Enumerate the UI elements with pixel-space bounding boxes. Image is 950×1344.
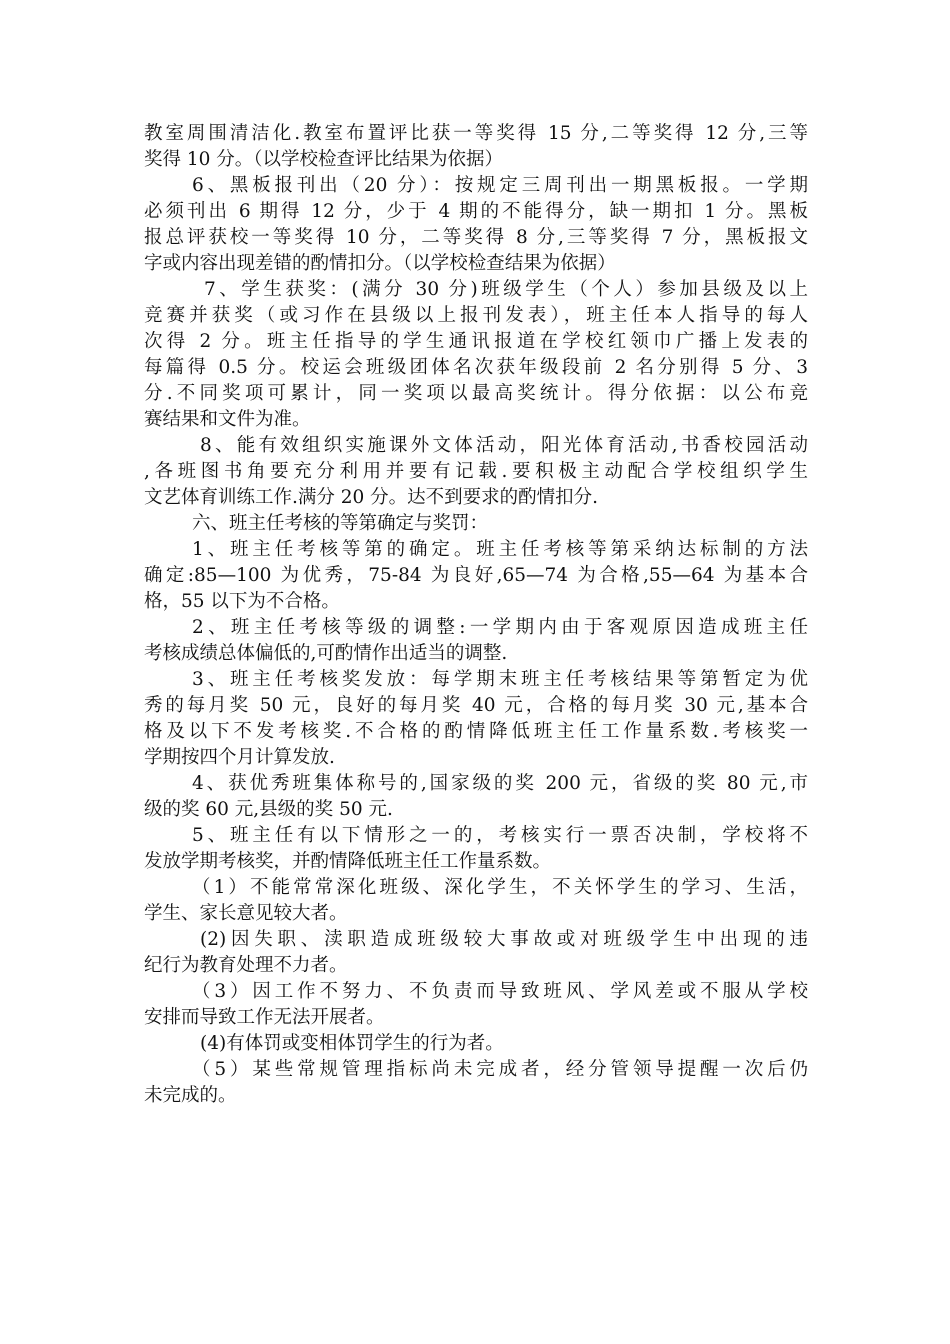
document-body — [144, 121, 808, 1109]
text-line: 赛结果和文件为准。 — [144, 409, 311, 430]
text-line: 字或内容出现差错的酌情扣分。（以学校检查结果为依据） — [144, 253, 616, 274]
text-line: 确定:85—100 为优秀，75-84 为良好,65—74 为合格,55—64 为基本合 — [144, 565, 808, 586]
text-line: 5、班主任有以下情形之一的，考核实行一票否决制，学校将不 — [192, 825, 808, 846]
text-line: 发放学期考核奖，并酌情降低班主任工作量系数。 — [144, 851, 552, 872]
text-line: 安排而导致工作无法开展者。 — [144, 1007, 385, 1028]
text-line: 学期按四个月计算发放. — [144, 747, 335, 768]
text-line: 报总评获校一等奖得 10 分，二等奖得 8 分,三等奖得 7 分，黑板报文 — [144, 227, 808, 248]
list-item: (2)因失职、渎职造成班级较大事故或对班级学生中出现的违 — [200, 929, 808, 950]
text-line: 学生、家长意见较大者。 — [144, 903, 348, 924]
text-line: 未完成的。 — [144, 1085, 237, 1106]
text-line: 奖得 10 分。（以学校检查评比结果为依据） — [144, 149, 504, 170]
text-line: 级的奖 60 元,县级的奖 50 元. — [144, 799, 393, 820]
text-line: 格，55 以下为不合格。 — [144, 591, 340, 612]
text-line: 文艺体育训练工作.满分 20 分。达不到要求的酌情扣分. — [144, 487, 599, 508]
text-line: 次得 2 分。班主任指导的学生通讯报道在学校红领巾广播上发表的 — [144, 331, 808, 352]
text-line: 2、班主任考核等级的调整:一学期内由于客观原因造成班主任 — [192, 617, 808, 638]
text-line: 1、班主任考核等第的确定。班主任考核等第采纳达标制的方法 — [192, 539, 808, 560]
list-item: （3）因工作不努力、不负责而导致班风、学风差或不服从学校 — [192, 981, 808, 1002]
text-line: ,各班图书角要充分利用并要有记载.要积极主动配合学校组织学生 — [144, 461, 808, 482]
text-line: 4、获优秀班集体称号的,国家级的奖 200 元，省级的奖 80 元,市 — [192, 773, 808, 794]
text-line: 7、学生获奖：(满分 30 分)班级学生（个人）参加县级及以上 — [204, 279, 808, 300]
list-item: （1）不能常常深化班级、深化学生，不关怀学生的学习、生活， — [192, 877, 808, 898]
text-line: 秀的每月奖 50 元，良好的每月奖 40 元，合格的每月奖 30 元,基本合 — [144, 695, 808, 716]
text-line: 纪行为教育处理不力者。 — [144, 955, 348, 976]
text-line: 分.不同奖项可累计，同一奖项以最高奖统计。得分依据：以公布竞 — [144, 383, 808, 404]
text-line: 教室周围清洁化.教室布置评比获一等奖得 15 分,二等奖得 12 分,三等 — [144, 123, 808, 144]
text-line: 8、能有效组织实施课外文体活动，阳光体育活动,书香校园活动 — [200, 435, 808, 456]
list-item: （5）某些常规管理指标尚未完成者，经分管领导提醒一次后仍 — [192, 1059, 808, 1080]
text-line: 3、班主任考核奖发放：每学期末班主任考核结果等第暂定为优 — [192, 669, 808, 690]
text-line: 每篇得 0.5 分。校运会班级团体名次获年级段前 2 名分别得 5 分、3 — [144, 357, 808, 378]
section-heading: 六、班主任考核的等第确定与奖罚： — [192, 513, 489, 534]
text-line: 竞赛并获奖（或习作在县级以上报刊发表），班主任本人指导的每人 — [144, 305, 808, 326]
text-line: 6、黑板报刊出（20 分）：按规定三周刊出一期黑板报。一学期 — [192, 175, 808, 196]
list-item: (4)有体罚或变相体罚学生的行为者。 — [200, 1033, 504, 1054]
text-line: 格及以下不发考核奖.不合格的酌情降低班主任工作量系数.考核奖一 — [144, 721, 808, 742]
text-line: 考核成绩总体偏低的,可酌情作出适当的调整. — [144, 643, 508, 664]
text-line: 必须刊出 6 期得 12 分，少于 4 期的不能得分，缺一期扣 1 分。黑板 — [144, 201, 808, 222]
